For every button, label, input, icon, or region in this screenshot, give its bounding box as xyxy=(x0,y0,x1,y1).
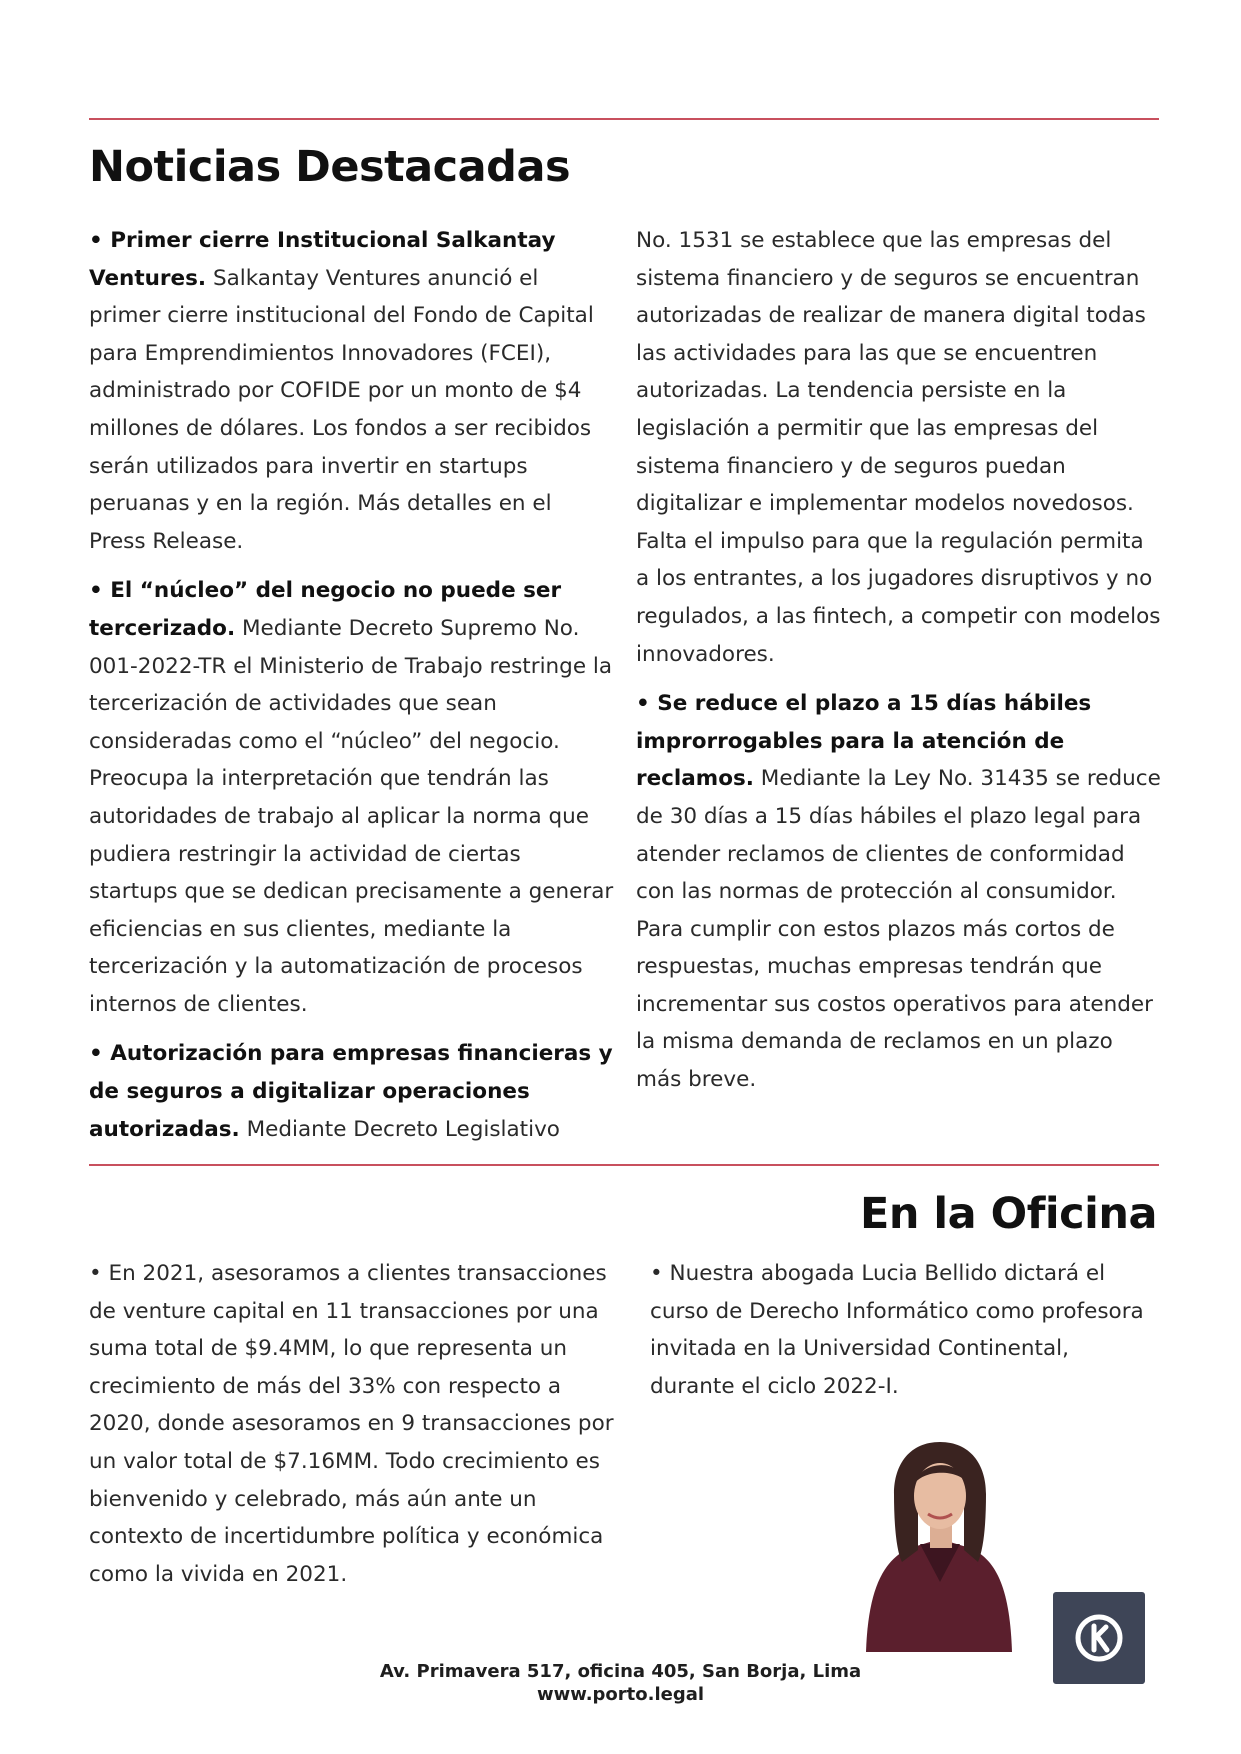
lawyer-photo xyxy=(860,1422,1020,1652)
news-item xyxy=(89,572,614,1023)
news-item-body: Salkantay Ventures anunció el primer cierre institucional del Fondo de Capital para Emprendimientos Innovadores (FCEI), administrado por COFIDE por un monto de $4 millones de dólares. Los fondos a ser recibidos serán utilizados para invertir en startups peruanas y en la región. Más detalles en el Press Release. xyxy=(89,265,594,554)
news-item-title: • Autorización para empresas financieras y de seguros a digitalizar operaciones autorizadas. xyxy=(89,1041,613,1142)
footer-website-link[interactable]: www.porto.legal xyxy=(536,1684,705,1705)
footer xyxy=(0,1660,1241,1706)
news-item xyxy=(89,222,614,560)
news-item xyxy=(89,1035,614,1148)
news-item xyxy=(636,685,1161,1099)
news-item-body: Mediante Decreto Legislativo xyxy=(246,1116,560,1142)
footer-address: Av. Primavera 517, oficina 405, San Borja, Lima xyxy=(379,1661,862,1682)
office-column-right xyxy=(650,1255,1160,1417)
news-item-title: • Primer cierre Institucional Salkantay Ventures. xyxy=(89,228,556,291)
office-item: • Nuestra abogada Lucia Bellido dictará el curso de Derecho Informático como profesora invitada en la Universidad Continental, durante el ciclo 2022-I. xyxy=(650,1261,1144,1399)
news-item-body: Mediante Decreto Supremo No. 001-2022-TR el Ministerio de Trabajo restringe la tercerización de actividades que sean consideradas como el “núcleo” del negocio. Preocupa la interpretación que tendrán las autoridades de trabajo al aplicar la norma que pudiera restringir la actividad de ciertas startups que se dedican precisamente a generar eficiencias en sus clientes, mediante la tercerización y la automatización de procesos internos de clientes. xyxy=(89,615,614,1017)
news-item-title: • Se reduce el plazo a 15 días hábiles improrrogables para la atención de reclamos. xyxy=(636,691,1092,792)
news-column-left xyxy=(89,222,614,1160)
top-divider xyxy=(89,118,1159,120)
office-column-left xyxy=(89,1255,614,1605)
news-item-continued xyxy=(636,222,1161,673)
office-item: • En 2021, asesoramos a clientes transacciones de venture capital en 11 transacciones por una suma total de $9.4MM, lo que representa un crecimiento de más del 33% con respecto a 2020, donde asesoramos en 9 transacciones por un valor total de $7.16MM. Todo crecimiento es bienvenido y celebrado, más aún ante un contexto de incertidumbre política y económica como la vivida en 2021. xyxy=(89,1261,614,1587)
section-title-oficina: En la Oficina xyxy=(859,1189,1157,1239)
middle-divider xyxy=(89,1164,1159,1166)
news-item-body: No. 1531 se establece que las empresas del sistema financiero y de seguros se encuentran autorizadas de realizar de manera digital todas las actividades para las que se encuentren autorizadas. La tendencia persiste en la legislación a permitir que las empresas del sistema financiero y de seguros puedan digitalizar e implementar modelos novedosos. Falta el impulso para que la regulación permita a los entrantes, a los jugadores disruptivos y no regulados, a las fintech, a competir con modelos innovadores. xyxy=(636,228,1161,667)
page-title: Noticias Destacadas xyxy=(89,142,571,192)
news-column-right xyxy=(636,222,1161,1111)
news-item-body: Mediante la Ley No. 31435 se reduce de 30 días a 15 días hábiles el plazo legal para atender reclamos de clientes de conformidad con las normas de protección al consumidor. Para cumplir con estos plazos más cortos de respuestas, muchas empresas tendrán que incrementar sus costos operativos para atender la misma demanda de reclamos en un plazo más breve. xyxy=(636,766,1161,1093)
news-item-title: • El “núcleo” del negocio no puede ser tercerizado. xyxy=(89,578,562,641)
